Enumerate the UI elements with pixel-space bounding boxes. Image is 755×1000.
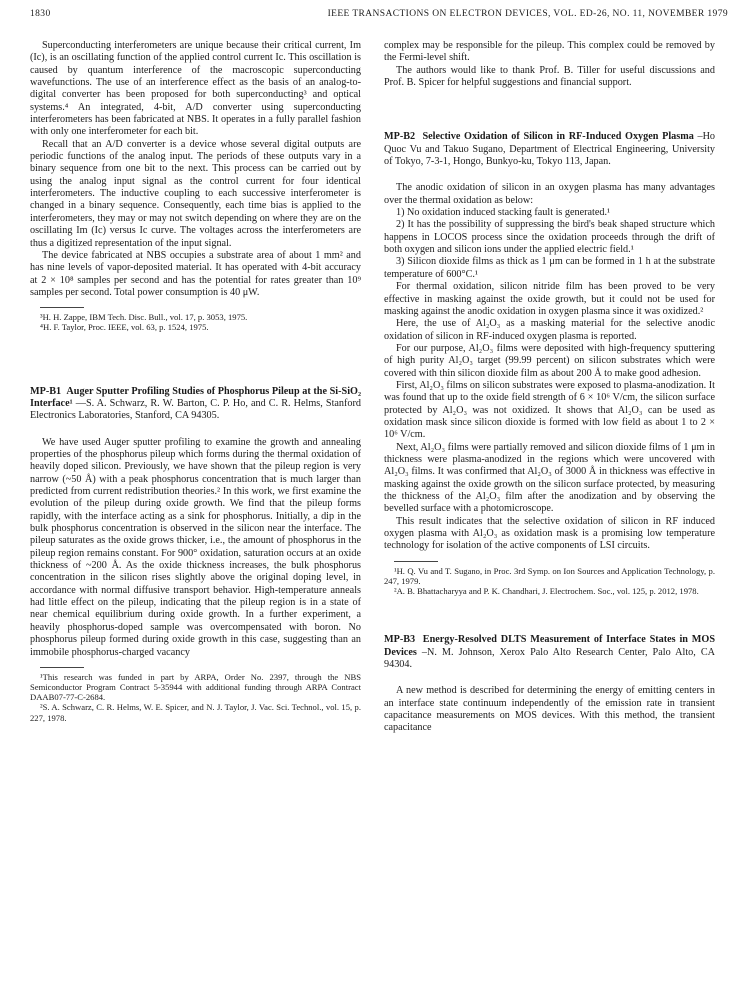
spacer xyxy=(384,168,715,182)
paragraph: complex may be responsible for the pileup. This complex could be removed by the Fermi-level shift. xyxy=(384,40,715,64)
footnote-rule xyxy=(40,667,84,668)
footnote: ²A. B. Bhattacharyya and P. K. Chandhari, J. Electrochem. Soc., vol. 125, p. 2012, 1978. xyxy=(394,586,699,597)
paragraph: The anodic oxidation of silicon in an oxygen plasma has many advantages over the thermal oxidation as below: xyxy=(384,182,715,206)
abstract-authors: —S. A. Schwarz, R. W. Barton, C. P. Ho, and C. R. Helms, Stanford Electronics Laboratories, Stanford, CA 94305. xyxy=(30,397,361,422)
paragraph: We have used Auger sputter profiling to examine the growth and annealing properties of the phosphorus pileup which forms during the thermal oxidation of heavily doped silicon. Previously, we have shown that the pileup region is very narrow (~50 Å) with a peak phosphorus concentration that is much larger than predicted from current redistribution theories.² In this work, we first examine the evolution of the pileup during oxide growth. We find that the pileup forms rapidly, with the interface acting as a sink for phosphorus. Initially, a dip in the bulk phosphorus concentration is observed in the silicon near the interface. The pileup saturates as the oxide grows thicker, i.e., the amount of phosphorus in the pileup region remains constant. For 900° oxidation, saturation occurs at an oxide thickness of ~200 Å. As the oxide thickness increases, the bulk phosphorus concentration in the silicon rises slightly above the original doping level, in accordance with normal diffusive transport behavior. High-temperature anneals had little effect on the pileup, indicating that the pileup region is in a state of near chemical equilibrium during oxide growth. In a further experiment, a heavily phosphorus-doped sample was overcompensated with boron. No phosphorus pileup formed during oxide growth in this case, suggesting than an immobile phosphorus-charged vacancy xyxy=(30,436,361,658)
abstract-authors: –Ho Quoc Vu and Takuo Sugano, Department of Electrical Engineering, University of Tokyo, 7-3-1, Hongo, Bunkyo-ku, Tokyo 113, Japan. xyxy=(384,131,716,168)
paragraph: This result indicates that the selective oxidation of silicon in RF induced oxygen plasma with Al₂O₃ as oxidation mask is a promising low temperature technology for isolation of the active components of LSI circuits. xyxy=(384,515,715,552)
section-gap xyxy=(30,333,361,386)
paragraph: Here, the use of Al₂O₃ as a masking material for the selective anodic oxidation of silicon in RF-induced oxygen plasma is reported. xyxy=(384,318,715,342)
footnote: ²S. A. Schwarz, C. R. Helms, W. E. Spicer, and N. J. Taylor, J. Vac. Sci. Technol., vol. 15, p. 227, 1978. xyxy=(30,702,361,723)
page-number: 1830 xyxy=(30,9,51,19)
abstract-heading xyxy=(384,634,715,671)
right-column xyxy=(384,40,715,735)
paragraph: A new method is described for determining the energy of emitting centers in an interface state continuum independently of the emission rate in transient capacitance measurements on MOS devices. With this method, the transient capacitance xyxy=(384,685,715,734)
abstract-code: MP-B2 xyxy=(384,131,416,143)
abstract-code: MP-B1 xyxy=(30,385,62,397)
abstract-title: Energy-Resolved DLTS Measurement of Interface States in MOS Devices xyxy=(384,634,715,658)
paragraph: For thermal oxidation, silicon nitride film has been proved to be very effective in masking against the oxide growth, but it could not be used for masking against the anodic oxidation in oxygen plasma since it was oxidized.² xyxy=(384,281,715,317)
paragraph: Superconducting interferometers are unique because their critical current, Im (Ic), is an oscillating function of the applied control current Ic. This oscillation is caused by quantum interference of the macroscopic superconducting wavefunctions. The use of an interference effect as the basis of an analog-to-digital converter has been proposed for both superconducting³ and optical systems.⁴ An integrated, 4-bit, A/D converter using superconducting interferometers has been fabricated at NBS. It operates in a fully parallel fashion with only one interferometer for each bit. xyxy=(30,40,361,138)
spacer xyxy=(384,671,715,685)
abstract-authors: –N. M. Johnson, Xerox Palo Alto Research Center, Palo Alto, CA 94304. xyxy=(384,646,716,671)
paragraph: The authors would like to thank Prof. B. Tiller for useful discussions and Prof. B. Spicer for helpful suggestions and financial support. xyxy=(384,64,715,89)
list-item: 2) It has the possibility of suppressing the bird's beak shaped structure which happens in LOCOS process since the oxidation proceeds through the drift of both oxygen and silicon ions under the applied electric field.¹ xyxy=(384,219,715,256)
abstract-heading xyxy=(384,131,715,168)
abstract-code: MP-B3 xyxy=(384,634,416,646)
footnote-rule xyxy=(40,307,84,308)
paragraph: First, Al₂O₃ films on silicon substrates were exposed to plasma-anodization. It was found that up to the oxide field strength of 6 × 10⁶ V/cm, the silicon surface protected by Al₂O₃ was not oxidized. It shows that Al₂O₃ can be used as oxidation mask since silicon dioxide is formed with low field as about 1 to 2 × 10⁶ V/cm. xyxy=(384,379,715,441)
running-header xyxy=(30,9,728,23)
list-item: 3) Silicon dioxide films as thick as 1 μm can be formed in 1 h at the substrate temperature of 600°C.¹ xyxy=(384,256,715,280)
footnote: ¹H. Q. Vu and T. Sugano, in Proc. 3rd Symp. on Ion Sources and Application Technology, p. 247, 1979. xyxy=(384,565,715,586)
footnote: ⁴H. F. Taylor, Proc. IEEE, vol. 63, p. 1524, 1975. xyxy=(40,322,209,333)
paragraph: For our purpose, Al₂O₃ films were deposited with high-frequency sputtering of high purity Al₂O₃ target (99.99 percent) on silicon substrates which were covered with thin silicon dioxide film as about 200 Å to make good adhesion. xyxy=(384,342,715,379)
footnote: ³H. H. Zappe, IBM Tech. Disc. Bull., vol. 17, p. 3053, 1975. xyxy=(40,312,248,323)
footnote-rule xyxy=(394,561,438,562)
footnote: ¹This research was funded in part by ARPA, Order No. 2397, through the NBS Semiconductor Program Contract 5-35944 with additional funding through ARPA Contract DAAB07-77-C-2684. xyxy=(30,671,361,703)
section-gap xyxy=(384,89,715,131)
journal-running-title: IEEE TRANSACTIONS ON ELECTRON DEVICES, VOL. ED-26, NO. 11, NOVEMBER 1979 xyxy=(327,9,728,19)
abstract-heading xyxy=(30,386,361,423)
paragraph: Next, Al₂O₃ films were partially removed and silicon dioxide films of 1 μm in thickness were plasma-anodized in the regions which were uncovered with Al₂O₃ films. It was confirmed that Al₂O₃ of 3000 Å in thickness was effective in masking against the oxide growth on the silicon surface protected, by measuring the thickness of the Al₂O₃ film after the anodization and by observing the bevelled surface with a photomicroscope. xyxy=(384,441,715,515)
spacer xyxy=(30,423,361,437)
section-gap xyxy=(384,596,715,634)
abstract-title: Selective Oxidation of Silicon in RF-Induced Oxygen Plasma xyxy=(422,131,694,143)
paragraph: The device fabricated at NBS occupies a substrate area of about 1 mm² and has nine levels of vapor-deposited material. It has operated with 4-bit accuracy at 2 × 10⁸ samples per second and has the potential for rates greater than 10⁹ samples per second. Total power consumption is 40 μW. xyxy=(30,249,361,298)
left-column xyxy=(30,40,361,723)
paragraph: Recall that an A/D converter is a device whose several digital outputs are periodic functions of the analog input. The periods of these outputs vary in a binary sequence from one bit to the next. This process can be carried out by using the analog input signal as the control current for four identical interferometers. The inductive coupling to each successive interferometer is changed in a binary sequence. Consequently, each time bias is applied to the interferometers, they may or may not switch depending on where they are on the oscillating Im (Ic) versus Ic curve. The voltages across the interferometers are thus a digitized representation of the input signal. xyxy=(30,138,361,249)
list-item: 1) No oxidation induced stacking fault is generated.¹ xyxy=(396,207,611,219)
abstract-title: Auger Sputter Profiling Studies of Phosphorus Pileup at the Si-SiO₂ Interface¹ xyxy=(30,385,361,409)
